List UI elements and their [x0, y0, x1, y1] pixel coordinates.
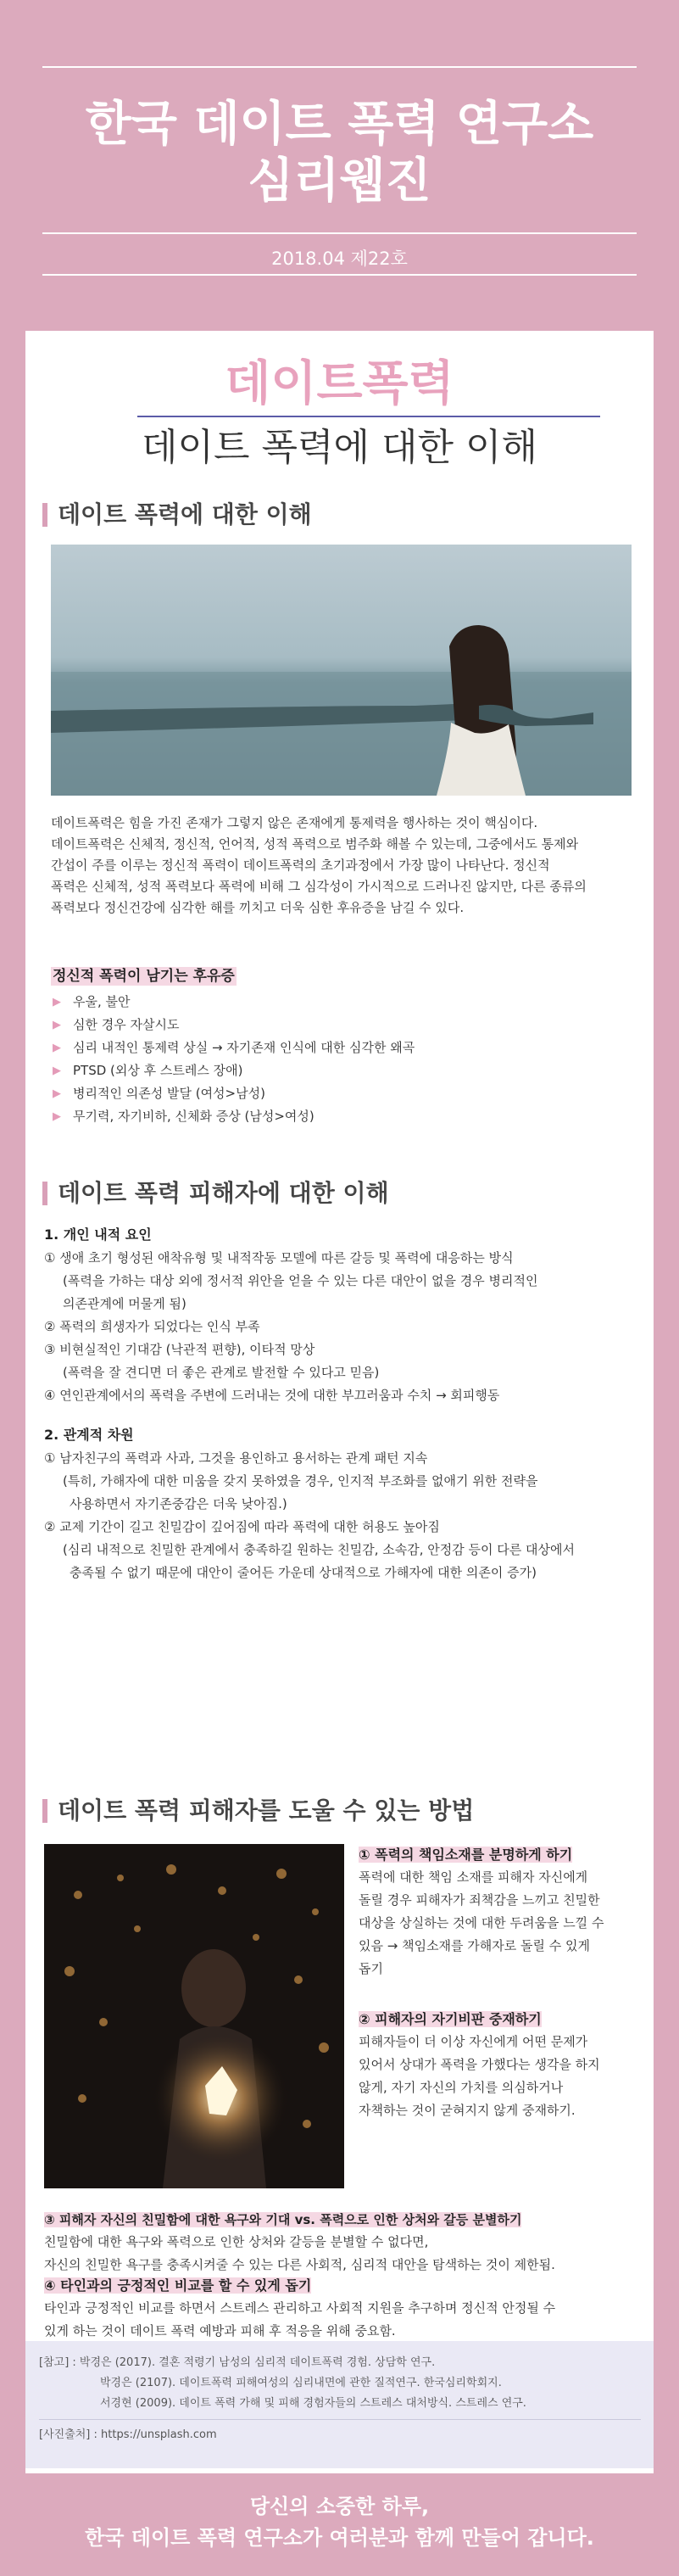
tip-line: 대상을 상실하는 것에 대한 두려움을 느낄 수 [359, 1915, 604, 1931]
intro-paragraph [51, 813, 636, 919]
aftereffects-title-text: 정신적 폭력이 남기는 후유증 [53, 968, 235, 985]
triangle-bullet-icon: ▶ [53, 996, 61, 1009]
candle-lantern-photo [44, 1844, 344, 2188]
tip-2-title: ② 피해자의 자기비판 중재하기 [359, 2011, 542, 2027]
relational-factors [44, 1423, 637, 1584]
factor-line: ② 폭력의 희생자가 되었다는 인식 부족 [44, 1319, 260, 1334]
factor-line: 충족될 수 없기 때문에 대안이 줄어든 가운데 상대적으로 가해자에 대한 의존이 증가) [70, 1565, 537, 1580]
list-item: ▶ PTSD (외상 후 스트레스 장애) [51, 1059, 636, 1082]
subheading-internal: 1. 개인 내적 요인 [44, 1227, 152, 1243]
factor-line: 의존관계에 머물게 됨) [63, 1296, 186, 1311]
aftereffects-title [51, 965, 237, 987]
factor-line: ④ 연인관계에서의 폭력을 주변에 드러내는 것에 대한 부끄러움과 수치 → 회피행동 [44, 1388, 500, 1403]
list-item: ▶ 심한 경우 자살시도 [51, 1014, 636, 1037]
tip-line: 자신의 친밀한 욕구를 충족시켜줄 수 있는 다른 사회적, 심리적 대안을 탐색하는 것이 제한됨. [44, 2257, 555, 2272]
paragraph-line: 폭력은 신체적, 성적 폭력보다 폭력에 비해 그 심각성이 가시적으로 드러나진 않지만, 다른 종류의 [51, 879, 587, 894]
tip-line: 타인과 긍정적인 비교를 하면서 스트레스 관리하고 사회적 지원을 추구하며 정신적 안정될 수 [44, 2300, 556, 2316]
reference-line: 박경은 (2107). 데이트폭력 피해여성의 심리내면에 관한 질적연구. 한국심리학회지. [100, 2377, 502, 2389]
blindfold-woman-photo [51, 545, 632, 796]
factor-line: ② 교제 기간이 길고 친밀감이 깊어짐에 따라 폭력에 대한 허용도 높아짐 [44, 1519, 440, 1534]
tip-2 [359, 2009, 638, 2122]
article-kicker: 데이트폭력 [225, 356, 454, 411]
list-item: ▶ 심리 내적인 통제력 상실 → 자기존재 인식에 대한 심각한 왜곡 [51, 1037, 636, 1059]
list-item: ▶ 병리적인 의존성 발달 (여성>남성) [51, 1082, 636, 1105]
photo-credit: [사진출처] : https://unsplash.com [39, 2428, 217, 2441]
footer-line1: 당신의 소중한 하루, [249, 2495, 430, 2518]
paragraph-line: 데이트폭력은 힘을 가진 존재가 그렇지 않은 존재에게 통제력을 행사하는 것이 핵심이다. [51, 815, 538, 830]
webzine-title-line1: 한국 데이트 폭력 연구소 [85, 97, 594, 152]
header-top-rule [42, 66, 637, 68]
footer-line2: 한국 데이트 폭력 연구소가 여러분과 함께 만들어 갑니다. [85, 2526, 594, 2550]
triangle-bullet-icon: ▶ [53, 1064, 61, 1077]
factor-line: ① 생애 초기 형성된 애착유형 및 내적작동 모델에 따른 갈등 및 폭력에 대응하는 방식 [44, 1250, 514, 1266]
article-title: 데이트 폭력에 대한 이해 [142, 426, 537, 469]
header-bottom-rule [42, 274, 637, 276]
aftereffects-list [51, 991, 636, 1128]
triangle-bullet-icon: ▶ [53, 1087, 61, 1100]
masthead [0, 0, 679, 331]
factor-line: ① 남자친구의 폭력과 사과, 그것을 용인하고 용서하는 관계 패턴 지속 [44, 1450, 428, 1466]
tip-1-title: ① 폭력의 책임소재를 분명하게 하기 [359, 1847, 573, 1863]
list-item: ▶ 무기력, 자기비하, 신체화 증상 (남성>여성) [51, 1105, 636, 1128]
references-box [25, 2341, 654, 2468]
header-mid-rule [42, 232, 637, 234]
section-heading-help: 데이트 폭력 피해자를 도울 수 있는 방법 [42, 1796, 474, 1825]
tip-line: 자책하는 것이 굳혀지지 않게 중재하기. [359, 2103, 576, 2118]
factor-line: (심리 내적으로 친밀한 관계에서 충족하길 원하는 친밀감, 소속감, 안정감 등이 다른 대상에서 [63, 1542, 575, 1557]
tip-line: 않게, 자기 자신의 가치를 의심하거나 [359, 2080, 564, 2095]
tip-4-title: ④ 타인과의 긍정적인 비교를 할 수 있게 돕기 [44, 2277, 312, 2294]
factor-line: (폭력을 가하는 대상 외에 정서적 위안을 얻을 수 있는 다른 대안이 없을 경우 병리적인 [63, 1273, 538, 1288]
triangle-bullet-icon: ▶ [53, 1110, 61, 1123]
title-underline [137, 416, 600, 417]
paragraph-line: 데이트폭력은 신체적, 정신적, 언어적, 성적 폭력으로 범주화 해볼 수 있는데, 그중에서도 통제와 [51, 836, 579, 852]
factor-line: (폭력을 잘 견디면 더 좋은 관계로 발전할 수 있다고 믿음) [63, 1365, 380, 1380]
reference-divider [39, 2419, 641, 2420]
factor-line: 사용하면서 자기존중감은 더욱 낮아짐.) [70, 1496, 287, 1512]
tip-4 [44, 2275, 637, 2343]
triangle-bullet-icon: ▶ [53, 1042, 61, 1054]
paragraph-line: 간섭이 주를 이루는 정신적 폭력이 데이트폭력의 초기과정에서 가장 많이 나타난다. 정신적 [51, 858, 550, 873]
tip-3 [44, 2209, 637, 2277]
tip-line: 있음 → 책임소재를 가해자로 돌릴 수 있게 [359, 1938, 591, 1953]
factor-line: ③ 비현실적인 기대감 (낙관적 편향), 이타적 망상 [44, 1342, 315, 1357]
article-card [25, 331, 654, 2473]
triangle-bullet-icon: ▶ [53, 1019, 61, 1031]
issue-info: 2018.04 제22호 [271, 249, 408, 269]
factor-line: (특히, 가해자에 대한 미움을 갖지 못하였을 경우, 인지적 부조화를 없애기 위한 전략을 [63, 1473, 538, 1489]
tip-line: 친밀함에 대한 욕구와 폭력으로 인한 상처와 갈등을 분별할 수 없다면, [44, 2234, 429, 2249]
tip-line: 피해자들이 더 이상 자신에게 어떤 문제가 [359, 2034, 588, 2049]
section-heading-victims: 데이트 폭력 피해자에 대한 이해 [42, 1179, 389, 1208]
webzine-title-line2: 심리웹진 [248, 154, 431, 209]
tip-3-title: ③ 피해자 자신의 친밀함에 대한 욕구와 기대 vs. 폭력으로 인한 상처와 갈등 분별하기 [44, 2212, 522, 2227]
subheading-relational: 2. 관계적 차원 [44, 1427, 134, 1443]
tip-line: 있어서 상대가 폭력을 가했다는 생각을 하지 [359, 2057, 600, 2072]
internal-factors [44, 1223, 637, 1407]
reference-line: 서경현 (2009). 데이트 폭력 가해 및 피해 경험자들의 스트레스 대처방식. 스트레스 연구. [100, 2397, 526, 2410]
tip-line: 있게 하는 것이 데이트 폭력 예방과 피해 후 적응을 위해 중요함. [44, 2323, 396, 2339]
section-heading-understanding: 데이트 폭력에 대한 이해 [42, 500, 312, 529]
tip-line: 돕기 [359, 1961, 383, 1976]
list-item: ▶ 우울, 불안 [51, 991, 636, 1014]
paragraph-line: 폭력보다 정신건강에 심각한 해를 끼치고 더욱 심한 후유증을 남길 수 있다. [51, 900, 465, 915]
tip-1 [359, 1844, 638, 1981]
tip-line: 폭력에 대한 책임 소재를 피해자 자신에게 [359, 1869, 588, 1885]
tip-line: 돌릴 경우 피해자가 죄책감을 느끼고 친밀한 [359, 1892, 600, 1908]
reference-line: [참고] : 박경은 (2017). 결혼 적령기 남성의 심리적 데이트폭력 경험. 상담학 연구. [39, 2356, 436, 2369]
